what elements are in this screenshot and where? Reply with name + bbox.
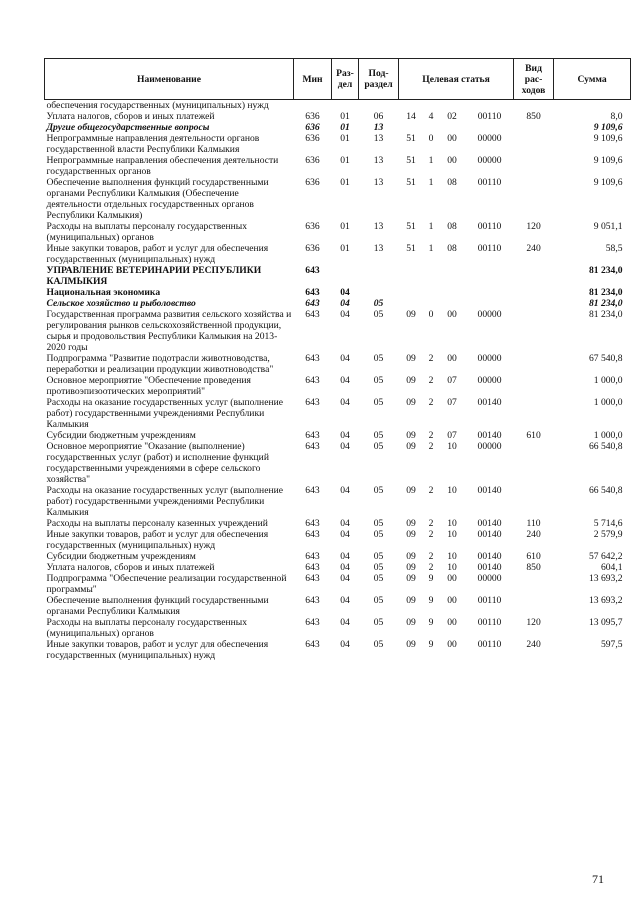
row-target-measure-cell [439,100,466,112]
table-row [45,122,631,133]
row-target-direction-cell [466,298,514,309]
row-target-program-cell: 09 [406,595,416,606]
table-row [45,309,631,353]
row-sum-cell: 1 000,0 [593,430,623,441]
row-target-subprogram-cell [424,100,439,112]
row-target-subprogram-cell [424,122,439,133]
row-podrazdel-cell: 13 [373,243,384,254]
row-target-direction-cell: 00000 [477,133,502,144]
row-podrazdel-cell [359,100,399,112]
row-target-program-cell: 09 [406,397,416,408]
row-target-subprogram-cell: 2 [428,353,434,364]
row-target-subprogram-cell: 0 [428,133,434,144]
row-vid-cell [514,353,554,375]
row-vid-cell: 110 [526,518,541,529]
row-target-measure-cell: 08 [447,177,457,188]
row-target-direction-cell: 00110 [477,177,502,188]
row-vid-cell: 240 [526,639,541,650]
row-razdel-cell: 04 [340,573,350,584]
row-podrazdel-cell: 13 [373,221,384,232]
row-vid-cell: 610 [526,430,541,441]
row-min-cell: 643 [305,265,320,276]
header-sum: Сумма [554,59,631,100]
row-razdel-cell: 04 [340,287,350,298]
row-min-cell [294,100,332,112]
row-target-measure-cell: 07 [447,375,457,386]
row-vid-cell [514,177,554,221]
row-target-subprogram-cell: 2 [428,518,434,529]
row-min-cell: 636 [305,111,320,122]
row-target-measure-cell [439,298,466,309]
row-min-cell: 643 [305,529,320,540]
row-razdel-cell: 04 [340,441,350,452]
row-podrazdel-cell: 05 [373,298,384,309]
table-row [45,111,631,122]
row-razdel-cell: 04 [340,518,350,529]
row-target-subprogram-cell: 2 [428,529,434,540]
row-razdel-cell [332,100,359,112]
row-target-subprogram-cell: 1 [428,221,434,232]
row-target-measure-cell: 10 [447,551,457,562]
row-podrazdel-cell: 05 [373,441,384,452]
row-target-subprogram-cell: 1 [428,177,434,188]
row-vid-cell: 850 [526,562,541,573]
row-target-direction-cell: 00000 [477,441,502,452]
row-min-cell: 636 [305,155,320,166]
row-target-measure-cell: 00 [447,573,457,584]
row-name-cell: Сельское хозяйство и рыболовство [46,298,196,309]
row-target-program-cell: 09 [406,441,416,452]
row-razdel-cell: 01 [340,155,350,166]
row-name-cell: Подпрограмма "Развитие подотрасли животноводства, переработки и реализации продукции животноводства" [46,353,274,375]
row-target-direction-cell: 00140 [477,430,502,441]
row-min-cell: 636 [305,133,320,144]
row-vid-cell [514,441,554,485]
table-row [45,353,631,375]
row-sum-cell: 1 000,0 [593,397,623,408]
row-razdel-cell: 04 [340,595,350,606]
row-min-cell: 643 [305,573,320,584]
row-name-cell: Иные закупки товаров, работ и услуг для обеспечения государственных (муниципальных) нужд [46,529,269,551]
row-target-direction-cell: 00000 [477,155,502,166]
row-sum-cell: 9 109,6 [593,155,623,166]
row-vid-cell: 240 [526,529,541,540]
row-min-cell: 636 [305,221,320,232]
row-razdel-cell: 04 [340,375,350,386]
row-target-direction-cell: 00110 [477,111,502,122]
row-target-program-cell: 09 [406,353,416,364]
table-row [45,100,631,112]
row-vid-cell [514,397,554,430]
row-target-program-cell [399,122,424,133]
row-target-program-cell: 09 [406,485,416,496]
row-podrazdel-cell: 05 [373,617,384,628]
table-row [45,562,631,573]
row-sum-cell: 13 095,7 [588,617,623,628]
row-sum-cell: 13 693,2 [588,573,623,584]
row-target-program-cell: 09 [406,573,416,584]
row-name-cell: Основное мероприятие "Оказание (выполнение) государственных услуг (работ) и исполнение функций государственными учреждениями в сфере сельского хозяйства" [46,441,269,485]
row-podrazdel-cell [359,287,399,298]
row-target-direction-cell [466,287,514,298]
row-sum-cell: 81 234,0 [588,309,623,320]
row-target-measure-cell: 02 [447,111,457,122]
table-row [45,639,631,661]
row-target-program-cell: 09 [406,518,416,529]
row-vid-cell: 610 [526,551,541,562]
row-min-cell: 636 [305,122,320,133]
row-target-measure-cell: 00 [447,353,457,364]
row-sum-cell: 81 234,0 [588,265,623,276]
row-target-direction-cell: 00000 [477,573,502,584]
row-min-cell: 636 [305,177,320,188]
row-vid-cell [514,298,554,309]
row-razdel-cell: 04 [340,617,350,628]
row-min-cell: 643 [305,551,320,562]
row-min-cell: 643 [305,617,320,628]
row-sum-cell [554,100,631,112]
row-name-cell: Непрограммные направления обеспечения деятельности государственных органов [46,155,279,177]
row-min-cell: 643 [305,298,320,309]
row-target-subprogram-cell [424,287,439,298]
row-target-direction-cell: 00000 [477,375,502,386]
budget-table [44,58,631,661]
header-target: Целевая статья [399,59,514,100]
row-target-direction-cell: 00140 [477,529,502,540]
row-podrazdel-cell: 05 [373,562,384,573]
row-name-cell: Уплата налогов, сборов и иных платежей [46,111,215,122]
header-name: Наименование [45,59,294,100]
row-razdel-cell: 04 [340,551,350,562]
row-sum-cell: 1 000,0 [593,375,623,386]
row-name-cell: Иные закупки товаров, работ и услуг для обеспечения государственных (муниципальных) нужд [46,243,269,265]
row-target-program-cell: 09 [406,529,416,540]
row-target-measure-cell: 08 [447,243,457,254]
table-body [45,100,631,662]
header-min: Мин [294,59,332,100]
row-target-measure-cell: 08 [447,221,457,232]
row-target-subprogram-cell: 4 [428,111,434,122]
row-target-direction-cell: 00000 [477,353,502,364]
row-name-cell: Уплата налогов, сборов и иных платежей [46,562,215,573]
row-target-measure-cell: 10 [447,562,457,573]
row-target-program-cell: 09 [406,617,416,628]
row-name-cell: Другие общегосударственные вопросы [46,122,210,133]
row-name-cell: Подпрограмма "Обеспечение реализации государственной программы" [46,573,287,595]
row-podrazdel-cell: 05 [373,518,384,529]
row-target-measure-cell: 10 [447,529,457,540]
row-razdel-cell: 04 [340,485,350,496]
row-min-cell: 643 [305,441,320,452]
row-sum-cell: 66 540,8 [588,441,623,452]
row-target-direction-cell [466,122,514,133]
row-min-cell: 636 [305,243,320,254]
row-target-program-cell [399,100,424,112]
row-min-cell: 643 [305,430,320,441]
table-row [45,133,631,155]
row-podrazdel-cell: 05 [373,529,384,540]
row-razdel-cell: 04 [340,353,350,364]
row-target-program-cell: 09 [406,551,416,562]
row-podrazdel-cell: 05 [373,485,384,496]
row-target-program-cell: 14 [406,111,416,122]
header-row [45,59,631,100]
row-target-subprogram-cell: 0 [428,309,434,320]
row-min-cell: 643 [305,287,320,298]
row-name-cell: Расходы на оказание государственных услуг (выполнение работ) государственными учреждениями Республики Калмыкия [46,485,283,518]
row-razdel-cell: 04 [340,562,350,573]
row-min-cell: 643 [305,397,320,408]
row-target-subprogram-cell: 2 [428,375,434,386]
row-name-cell: Расходы на оказание государственных услуг (выполнение работ) государственными учреждениями Республики Калмыкия [46,397,283,430]
row-target-program-cell: 51 [406,221,416,232]
row-target-measure-cell: 00 [447,595,457,606]
page-number: 71 [592,872,604,886]
row-target-program-cell: 51 [406,155,416,166]
row-vid-cell [514,573,554,595]
row-sum-cell: 8,0 [610,111,623,122]
row-name-cell: Непрограммные направления деятельности органов государственной власти Республики Калмыкия [46,133,260,155]
table-row [45,617,631,639]
row-podrazdel-cell: 05 [373,375,384,386]
row-target-subprogram-cell: 2 [428,562,434,573]
header-vid: Вид рас-ходов [514,59,554,100]
row-sum-cell: 13 693,2 [588,595,623,606]
row-target-direction-cell: 00110 [477,595,502,606]
row-podrazdel-cell: 05 [373,353,384,364]
row-podrazdel-cell: 13 [373,133,384,144]
row-sum-cell: 9 109,6 [593,133,623,144]
row-name-cell: Иные закупки товаров, работ и услуг для обеспечения государственных (муниципальных) нужд [46,639,269,661]
row-target-program-cell: 51 [406,243,416,254]
table-row [45,441,631,485]
row-razdel-cell: 01 [340,177,350,188]
row-target-program-cell: 09 [406,639,416,650]
table-row [45,518,631,529]
row-podrazdel-cell: 05 [373,430,384,441]
row-sum-cell: 58,5 [605,243,623,254]
row-razdel-cell: 01 [340,243,350,254]
row-target-program-cell: 09 [406,430,416,441]
table-row [45,529,631,551]
row-sum-cell: 2 579,9 [593,529,623,540]
row-target-subprogram-cell: 2 [428,485,434,496]
row-target-measure-cell: 07 [447,397,457,408]
row-target-subprogram-cell: 1 [428,155,434,166]
row-podrazdel-cell: 05 [373,551,384,562]
row-target-measure-cell: 10 [447,518,457,529]
row-sum-cell: 604,1 [600,562,623,573]
row-target-program-cell: 09 [406,375,416,386]
row-vid-cell: 120 [526,221,541,232]
row-name-cell: Обеспечение выполнения функций государственными органами Республики Калмыкия (Обеспечение деятельности отдельных государственных органов Республики Калмыкия) [46,177,269,221]
row-target-subprogram-cell: 9 [428,573,434,584]
row-name-cell: УПРАВЛЕНИЕ ВЕТЕРИНАРИИ РЕСПУБЛИКИ КАЛМЫКИЯ [46,265,262,287]
row-vid-cell [514,595,554,617]
row-target-direction-cell: 00110 [477,221,502,232]
row-sum-cell: 66 540,8 [588,485,623,496]
table-row [45,573,631,595]
row-vid-cell [514,100,554,112]
row-target-subprogram-cell: 2 [428,397,434,408]
table-row [45,375,631,397]
row-target-subprogram-cell: 9 [428,617,434,628]
row-podrazdel-cell: 05 [373,639,384,650]
row-name-cell: Государственная программа развития сельского хозяйства и регулирования рынков сельскохозяйственной продукции, сырья и продовольствия Республики Калмыкия на 2013-2020 годы [46,309,292,353]
row-razdel-cell: 01 [340,122,350,133]
row-name-cell: Расходы на выплаты персоналу казенных учреждений [46,518,268,529]
row-target-direction-cell: 00110 [477,617,502,628]
row-podrazdel-cell: 06 [373,111,384,122]
row-vid-cell: 120 [526,617,541,628]
row-target-direction-cell: 00110 [477,243,502,254]
row-razdel-cell: 04 [340,397,350,408]
table-row [45,287,631,298]
table-row [45,430,631,441]
row-vid-cell [514,265,554,287]
row-target-subprogram-cell [424,298,439,309]
row-target-subprogram-cell: 1 [428,243,434,254]
row-razdel-cell: 01 [340,133,350,144]
row-name-cell: Субсидии бюджетным учреждениям [46,430,196,441]
row-razdel-cell: 01 [340,111,350,122]
table-row [45,177,631,221]
row-vid-cell [514,309,554,353]
row-vid-cell: 240 [526,243,541,254]
row-target-direction-cell: 00140 [477,562,502,573]
row-podrazdel-cell: 05 [373,397,384,408]
row-podrazdel-cell: 13 [373,177,384,188]
row-name-cell: Расходы на выплаты персоналу государственных (муниципальных) органов [46,617,248,639]
row-podrazdel-cell: 05 [373,309,384,320]
row-min-cell: 643 [305,518,320,529]
row-razdel-cell [332,265,359,287]
row-razdel-cell: 04 [340,529,350,540]
row-target-program-cell: 09 [406,562,416,573]
row-target-measure-cell: 00 [447,133,457,144]
row-target-measure-cell: 00 [447,617,457,628]
row-target-measure-cell: 10 [447,485,457,496]
row-name-cell: обеспечения государственных (муниципальных) нужд [46,100,269,111]
row-target-direction-cell: 00140 [477,485,502,496]
row-vid-cell [514,485,554,518]
row-target-subprogram-cell: 9 [428,639,434,650]
row-target-measure-cell: 10 [447,441,457,452]
row-min-cell: 643 [305,595,320,606]
row-min-cell: 643 [305,353,320,364]
table-row [45,243,631,265]
row-name-cell: Субсидии бюджетным учреждениям [46,551,196,562]
row-sum-cell: 81 234,0 [588,287,623,298]
row-sum-cell: 67 540,8 [588,353,623,364]
row-sum-cell: 9 109,6 [593,177,623,188]
row-name-cell: Обеспечение выполнения функций государственными органами Республики Калмыкия [46,595,269,617]
row-target-subprogram-cell [424,265,439,287]
row-min-cell: 643 [305,562,320,573]
row-target-measure-cell [439,122,466,133]
row-target-measure-cell [439,265,466,287]
row-target-subprogram-cell: 9 [428,595,434,606]
row-target-direction-cell: 00000 [477,309,502,320]
row-podrazdel-cell [359,265,399,287]
row-name-cell: Основное мероприятие "Обеспечение проведения противоэпизоотических мероприятий" [46,375,251,397]
row-target-measure-cell [439,287,466,298]
row-razdel-cell: 04 [340,430,350,441]
row-target-direction-cell: 00140 [477,518,502,529]
row-min-cell: 643 [305,639,320,650]
row-podrazdel-cell: 05 [373,595,384,606]
row-vid-cell [514,287,554,298]
row-razdel-cell: 01 [340,221,350,232]
row-sum-cell: 81 234,0 [588,298,623,309]
row-vid-cell: 850 [526,111,541,122]
table-row [45,397,631,430]
row-vid-cell [514,155,554,177]
row-target-measure-cell: 00 [447,639,457,650]
header-razdel: Раз-дел [332,59,359,100]
table-row [45,551,631,562]
row-target-program-cell: 51 [406,177,416,188]
row-sum-cell: 597,5 [600,639,623,650]
row-target-subprogram-cell: 2 [428,441,434,452]
row-vid-cell [514,122,554,133]
row-razdel-cell: 04 [340,639,350,650]
row-target-measure-cell: 00 [447,309,457,320]
row-target-subprogram-cell: 2 [428,430,434,441]
row-target-direction-cell: 00140 [477,397,502,408]
table-row [45,298,631,309]
row-min-cell: 643 [305,309,320,320]
table-row [45,595,631,617]
table-row [45,485,631,518]
row-target-program-cell [399,287,424,298]
row-vid-cell [514,133,554,155]
header-podrazdel: Под-раздел [359,59,399,100]
table-row [45,265,631,287]
row-razdel-cell: 04 [340,298,350,309]
row-target-program-cell [399,265,424,287]
row-min-cell: 643 [305,375,320,386]
row-vid-cell [514,375,554,397]
row-target-direction-cell: 00140 [477,551,502,562]
row-target-direction-cell [466,265,514,287]
row-podrazdel-cell: 13 [373,155,384,166]
row-target-direction-cell [466,100,514,112]
row-sum-cell: 5 714,6 [593,518,623,529]
row-name-cell: Национальная экономика [46,287,161,298]
row-target-program-cell [399,298,424,309]
row-podrazdel-cell: 05 [373,573,384,584]
row-name-cell: Расходы на выплаты персоналу государственных (муниципальных) органов [46,221,248,243]
row-sum-cell: 57 642,2 [588,551,623,562]
row-podrazdel-cell: 13 [373,122,384,133]
row-target-direction-cell: 00110 [477,639,502,650]
row-target-subprogram-cell: 2 [428,551,434,562]
row-razdel-cell: 04 [340,309,350,320]
row-target-program-cell: 51 [406,133,416,144]
row-target-measure-cell: 00 [447,155,457,166]
row-min-cell: 643 [305,485,320,496]
row-sum-cell: 9 109,6 [593,122,623,133]
row-target-measure-cell: 07 [447,430,457,441]
row-target-program-cell: 09 [406,309,416,320]
table-row [45,221,631,243]
table-row [45,155,631,177]
row-sum-cell: 9 051,1 [593,221,623,232]
